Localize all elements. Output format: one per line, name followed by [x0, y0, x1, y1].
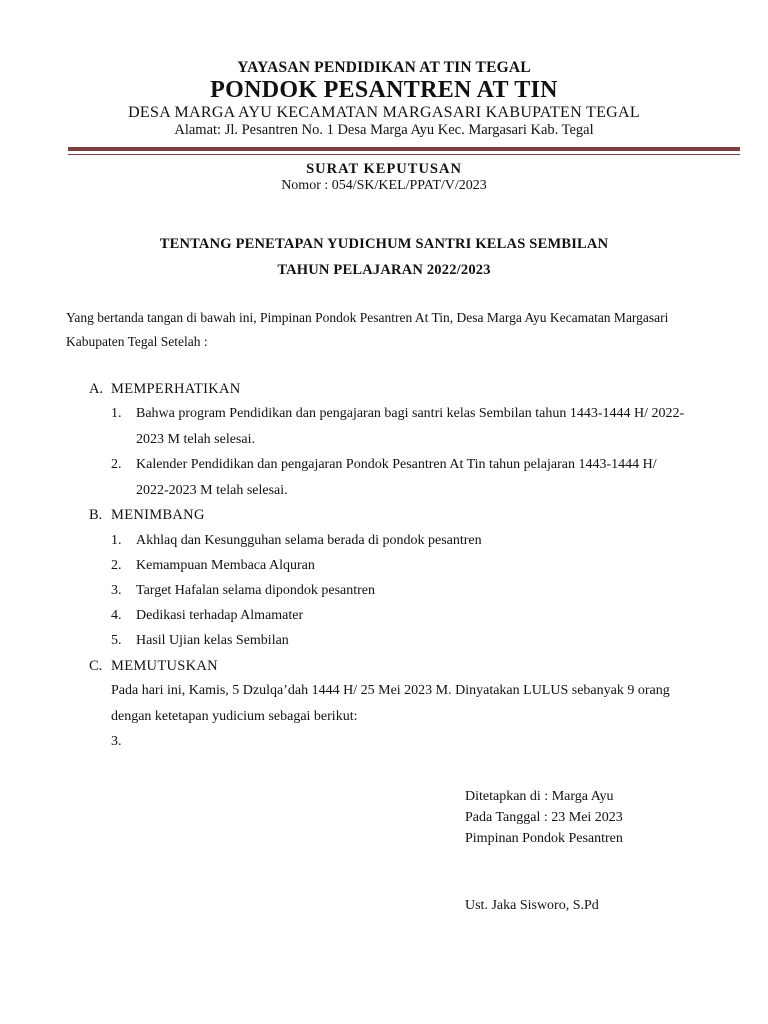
section-c-title: MEMUTUSKAN [111, 658, 218, 674]
letterhead-divider-thin [68, 154, 740, 155]
school-name: PONDOK PESANTREN AT TIN [210, 77, 558, 103]
subject-line-1: TENTANG PENETAPAN YUDICHUM SANTRI KELAS SEMBILAN [159, 236, 609, 252]
village-line: DESA MARGA AYU KECAMATAN MARGASARI KABUPATEN TEGAL [128, 104, 640, 121]
letter-title: SURAT KEPUTUSAN [306, 161, 462, 177]
section-b-item-5-number: 5. [111, 633, 122, 648]
section-a-item-2-line-1: Kalender Pendidikan dan pengajaran Pondok Pesantren At Tin tahun pelajaran 1443-1444 H/ [136, 457, 657, 472]
intro-line-2: Kabupaten Tegal Setelah : [66, 334, 208, 349]
signature-date: Pada Tanggal : 23 Mei 2023 [465, 810, 623, 825]
signatory-name: Ust. Jaka Sisworo, S.Pd [465, 898, 599, 913]
section-b-item-2-number: 2. [111, 558, 122, 573]
letterhead-divider-thick [68, 147, 740, 151]
section-b-item-4: Dedikasi terhadap Almamater [136, 608, 304, 623]
section-b-title: MENIMBANG [111, 507, 205, 523]
section-a-item-1-line-2: 2023 M telah selesai. [136, 432, 255, 447]
section-a-title: MEMPERHATIKAN [111, 381, 241, 397]
section-b-letter: B. [89, 507, 103, 523]
signature-position: Pimpinan Pondok Pesantren [465, 831, 623, 846]
decision-line-2: dengan ketetapan yudicium sebagai berikut: [111, 709, 358, 724]
address-line: Alamat: Jl. Pesantren No. 1 Desa Marga Ayu Kec. Margasari Kab. Tegal [174, 122, 594, 138]
section-b-item-1: Akhlaq dan Kesungguhan selama berada di pondok pesantren [136, 533, 482, 548]
section-a-item-2-number: 2. [111, 457, 122, 472]
section-b-item-3-number: 3. [111, 583, 122, 598]
decision-item-number: 3. [111, 734, 122, 749]
section-b-item-1-number: 1. [111, 533, 122, 548]
section-b-item-4-number: 4. [111, 608, 122, 623]
section-b-item-3: Target Hafalan selama dipondok pesantren [136, 583, 376, 598]
foundation-name: YAYASAN PENDIDIKAN AT TIN TEGAL [237, 59, 531, 76]
section-a-item-1-line-1: Bahwa program Pendidikan dan pengajaran bagi santri kelas Sembilan tahun 1443-1444 H/ 2022- [136, 406, 685, 421]
section-a-item-2-line-2: 2022-2023 M telah selesai. [136, 483, 288, 498]
section-a-letter: A. [89, 381, 104, 397]
letter-number: Nomor : 054/SK/KEL/PPAT/V/2023 [281, 178, 487, 193]
section-b-item-2: Kemampuan Membaca Alquran [136, 558, 315, 573]
section-a-item-1-number: 1. [111, 406, 122, 421]
subject-line-2: TAHUN PELAJARAN 2022/2023 [277, 262, 491, 278]
intro-line-1: Yang bertanda tangan di bawah ini, Pimpinan Pondok Pesantren At Tin, Desa Marga Ayu Kecamatan Margasari [66, 310, 669, 325]
decision-line-1: Pada hari ini, Kamis, 5 Dzulqa’dah 1444 H/ 25 Mei 2023 M. Dinyatakan LULUS sebanyak 9 orang [111, 683, 670, 698]
section-b-item-5: Hasil Ujian kelas Sembilan [136, 633, 289, 648]
section-c-letter: C. [89, 658, 103, 674]
signature-place: Ditetapkan di : Marga Ayu [465, 789, 614, 804]
